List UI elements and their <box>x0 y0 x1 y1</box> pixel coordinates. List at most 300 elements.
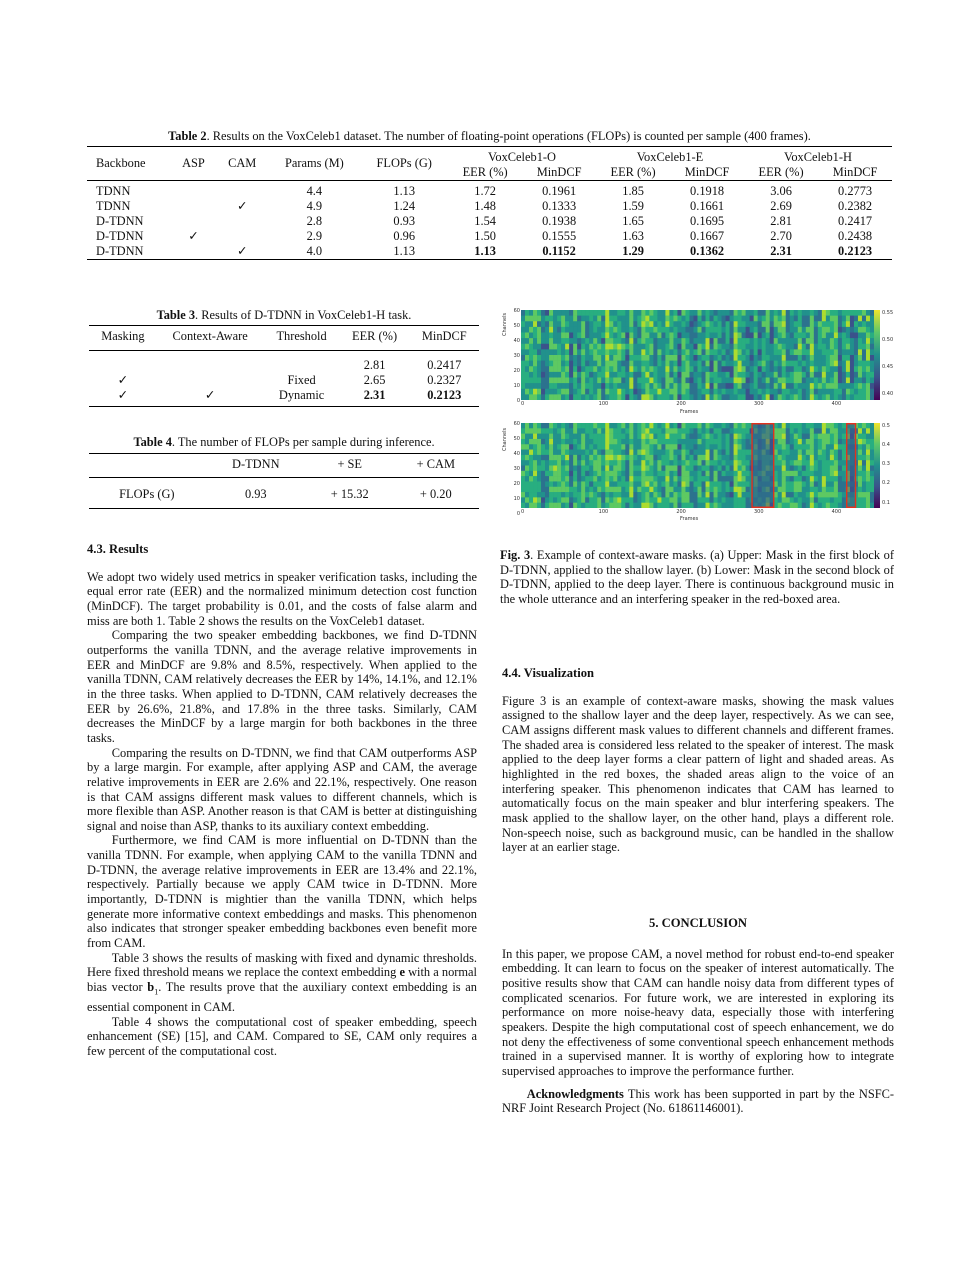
heatmap-cell <box>790 349 794 355</box>
heatmap-cell <box>714 492 718 498</box>
heatmap-cell <box>693 423 697 429</box>
heatmap-cell <box>778 423 782 429</box>
heatmap-cell <box>714 355 718 361</box>
heatmap-cell <box>842 481 846 487</box>
heatmap-cell <box>689 434 693 440</box>
heatmap-cell <box>657 466 661 472</box>
heatmap-cell <box>621 466 625 472</box>
heatmap-cell <box>818 434 822 440</box>
heatmap-cell <box>746 378 750 384</box>
heatmap-cell <box>854 327 858 333</box>
heatmap-cell <box>702 366 706 372</box>
table-row <box>87 214 892 229</box>
heatmap-cell <box>617 355 621 361</box>
heatmap-cell <box>702 487 706 493</box>
heatmap-cell <box>802 444 806 450</box>
heatmap-cell <box>814 316 818 322</box>
heatmap-cell <box>862 383 866 389</box>
heatmap-cell <box>742 316 746 322</box>
heatmap-cell <box>846 344 850 350</box>
heatmap-cell <box>866 344 870 350</box>
heatmap-cell <box>557 355 561 361</box>
heatmap-cell <box>738 471 742 477</box>
heatmap-cell <box>633 378 637 384</box>
heatmap-cell <box>834 466 838 472</box>
heatmap-cell <box>830 423 834 429</box>
heatmap-cell <box>838 423 842 429</box>
heatmap-cell <box>834 492 838 498</box>
heatmap-cell <box>802 450 806 456</box>
heatmap-cell <box>641 389 645 395</box>
heatmap-cell <box>693 428 697 434</box>
heatmap-cell <box>589 497 593 503</box>
heatmap-cell <box>613 466 617 472</box>
heatmap-cell <box>798 333 802 339</box>
heatmap-cell <box>609 316 613 322</box>
table-cell <box>216 229 268 244</box>
heatmap-cell <box>545 372 549 378</box>
heatmap-cell <box>822 492 826 498</box>
heatmap-cell <box>734 460 738 466</box>
heatmap-cell <box>601 460 605 466</box>
heatmap-cell <box>593 423 597 429</box>
heatmap-cell <box>742 366 746 372</box>
heatmap-cell <box>830 471 834 477</box>
heatmap-cell <box>561 344 565 350</box>
heatmap-cell <box>553 423 557 429</box>
heatmap-cell <box>645 476 649 482</box>
heatmap-cell <box>838 466 842 472</box>
heatmap-cell <box>722 310 726 316</box>
heatmap-cell <box>561 389 565 395</box>
heatmap-cell <box>677 434 681 440</box>
heatmap-cell <box>545 455 549 461</box>
heatmap-cell <box>802 321 806 327</box>
heatmap-cell <box>621 503 625 508</box>
heatmap-cell <box>665 355 669 361</box>
heatmap-cell <box>521 310 525 316</box>
heatmap-cell <box>601 444 605 450</box>
heatmap-cell <box>597 497 601 503</box>
heatmap-cell <box>714 394 718 400</box>
heatmap-cell <box>589 355 593 361</box>
heatmap-cell <box>685 455 689 461</box>
heatmap-cell <box>806 439 810 445</box>
heatmap-cell <box>854 372 858 378</box>
tick-label: 0 <box>521 509 525 515</box>
table-cell: 0.1938 <box>542 214 577 228</box>
upper-xlabel: Frames <box>680 409 699 415</box>
heatmap-cell <box>533 361 537 367</box>
heatmap-cell <box>677 321 681 327</box>
heatmap-cell <box>645 344 649 350</box>
heatmap-cell <box>738 444 742 450</box>
heatmap-cell <box>693 366 697 372</box>
heatmap-cell <box>714 434 718 440</box>
tick-label: 10 <box>513 496 520 502</box>
heatmap-cell <box>601 361 605 367</box>
heatmap-cell <box>866 349 870 355</box>
heatmap-cell <box>790 344 794 350</box>
heatmap-cell <box>710 503 714 508</box>
section-4-3-heading: 4.3. Results <box>87 542 149 556</box>
heatmap-cell <box>810 439 814 445</box>
heatmap-cell <box>597 327 601 333</box>
heatmap-cell <box>661 455 665 461</box>
heatmap-cell <box>834 310 838 316</box>
heatmap-cell <box>842 338 846 344</box>
heatmap-cell <box>601 389 605 395</box>
heatmap-cell <box>553 349 557 355</box>
heatmap-cell <box>593 372 597 378</box>
heatmap-cell <box>613 497 617 503</box>
heatmap-cell <box>533 383 537 389</box>
heatmap-cell <box>645 349 649 355</box>
heatmap-cell <box>786 349 790 355</box>
heatmap-cell <box>533 321 537 327</box>
heatmap-cell <box>585 338 589 344</box>
heatmap-cell <box>577 361 581 367</box>
heatmap-cell <box>581 355 585 361</box>
heatmap-cell <box>669 394 673 400</box>
heatmap-cell <box>866 338 870 344</box>
heatmap-cell <box>826 366 830 372</box>
heatmap-cell <box>710 455 714 461</box>
heatmap-cell <box>561 497 565 503</box>
heatmap-cell <box>525 487 529 493</box>
heatmap-cell <box>722 423 726 429</box>
heatmap-cell <box>617 444 621 450</box>
heatmap-cell <box>689 344 693 350</box>
heatmap-cell <box>738 349 742 355</box>
heatmap-cell <box>665 503 669 508</box>
heatmap-cell <box>525 492 529 498</box>
heatmap-cell <box>850 327 854 333</box>
heatmap-cell <box>858 476 862 482</box>
heatmap-cell <box>866 455 870 461</box>
heatmap-cell <box>862 423 866 429</box>
heatmap-cell <box>577 310 581 316</box>
heatmap-cell <box>762 372 766 378</box>
heatmap-cell <box>537 439 541 445</box>
heatmap-cell <box>589 481 593 487</box>
heatmap-cell <box>645 466 649 472</box>
heatmap-cell <box>573 355 577 361</box>
heatmap-cell <box>782 428 786 434</box>
heatmap-cell <box>698 487 702 493</box>
table-cell: D-TDNN <box>96 229 144 243</box>
heatmap-cell <box>589 366 593 372</box>
heatmap-cell <box>665 476 669 482</box>
heatmap-cell <box>850 321 854 327</box>
heatmap-cell <box>758 361 762 367</box>
heatmap-cell <box>657 321 661 327</box>
heatmap-cell <box>822 434 826 440</box>
heatmap-cell <box>826 503 830 508</box>
heatmap-cell <box>633 481 637 487</box>
heatmap-cell <box>762 394 766 400</box>
heatmap-cell <box>677 487 681 493</box>
heatmap-cell <box>822 361 826 367</box>
heatmap-cell <box>782 383 786 389</box>
heatmap-cell <box>581 481 585 487</box>
heatmap-cell <box>750 378 754 384</box>
heatmap-cell <box>629 439 633 445</box>
heatmap-cell <box>665 428 669 434</box>
heatmap-cell <box>866 389 870 395</box>
heatmap-cell <box>657 316 661 322</box>
heatmap-cell <box>593 476 597 482</box>
heatmap-cell <box>726 394 730 400</box>
heatmap-cell <box>597 492 601 498</box>
heatmap-cell <box>726 471 730 477</box>
heatmap-cell <box>605 321 609 327</box>
heatmap-cell <box>685 321 689 327</box>
heatmap-cell <box>830 316 834 322</box>
heatmap-cell <box>529 361 533 367</box>
heatmap-cell <box>665 487 669 493</box>
heatmap-cell <box>718 310 722 316</box>
heatmap-cell <box>734 423 738 429</box>
heatmap-cell <box>601 497 605 503</box>
heatmap-cell <box>613 439 617 445</box>
heatmap-cell <box>617 338 621 344</box>
heatmap-cell <box>846 383 850 389</box>
heatmap-cell <box>557 434 561 440</box>
heatmap-cell <box>726 338 730 344</box>
heatmap-cell <box>862 361 866 367</box>
heatmap-cell <box>581 378 585 384</box>
heatmap-cell <box>673 439 677 445</box>
heatmap-cell <box>734 389 738 395</box>
heatmap-cell <box>653 344 657 350</box>
heatmap-cell <box>722 316 726 322</box>
heatmap-cell <box>754 355 758 361</box>
heatmap-cell <box>802 466 806 472</box>
heatmap-cell <box>553 338 557 344</box>
heatmap-cell <box>826 444 830 450</box>
heatmap-cell <box>742 327 746 333</box>
heatmap-cell <box>557 310 561 316</box>
heatmap-cell <box>605 372 609 378</box>
heatmap-cell <box>653 466 657 472</box>
heatmap-cell <box>838 344 842 350</box>
heatmap-cell <box>609 361 613 367</box>
heatmap-cell <box>854 310 858 316</box>
heatmap-cell <box>798 428 802 434</box>
heatmap-cell <box>585 503 589 508</box>
heatmap-cell <box>786 327 790 333</box>
heatmap-cell <box>718 471 722 477</box>
heatmap-cell <box>681 471 685 477</box>
heatmap-cell <box>814 444 818 450</box>
heatmap-cell <box>629 361 633 367</box>
heatmap-cell <box>681 383 685 389</box>
heatmap-cell <box>573 423 577 429</box>
heatmap-cell <box>533 439 537 445</box>
heatmap-cell <box>862 389 866 395</box>
heatmap-cell <box>702 310 706 316</box>
heatmap-cell <box>537 455 541 461</box>
heatmap-cell <box>589 394 593 400</box>
heatmap-cell <box>589 503 593 508</box>
heatmap-cell <box>649 366 653 372</box>
heatmap-cell <box>850 378 854 384</box>
heatmap-cell <box>822 394 826 400</box>
heatmap-cell <box>633 344 637 350</box>
heatmap-cell <box>714 349 718 355</box>
heatmap-cell <box>726 316 730 322</box>
heatmap-cell <box>802 434 806 440</box>
heatmap-cell <box>822 497 826 503</box>
heatmap-cell <box>597 338 601 344</box>
heatmap-cell <box>810 503 814 508</box>
heatmap-cell <box>790 333 794 339</box>
heatmap-cell <box>549 310 553 316</box>
heatmap-cell <box>806 434 810 440</box>
heatmap-cell <box>778 366 782 372</box>
heatmap-cell <box>834 487 838 493</box>
heatmap-cell <box>738 492 742 498</box>
heatmap-cell <box>758 372 762 378</box>
heatmap-cell <box>758 321 762 327</box>
heatmap-cell <box>774 316 778 322</box>
heatmap-cell <box>529 366 533 372</box>
table2: Backbone ASP CAM Params (M) FLOPs (G) VoxCeleb1-O VoxCeleb1-E VoxCeleb1-H EER (%) MinDCF EER (%) MinDCF EER (%) MinDCF TDNN 4.4 1.13 1.72 0.1961 1.85 0.1918 3.06 0.2773 TDNN ✓ 4.9 1.24 1.48 0.1333 1.59 0.1661 2.69 0.2382 D-TDNN 2.8 0.93 1.54 0.1938 1.65 0.1695 2.81 0.2417 D-TDNN ✓ 2.9 0.96 1.50 0.1555 1.63 0.1667 2.70 0.2438 D-TDNN ✓ 4.0 1.13 1.13 0.1152 1.29 0.1362 2.31 0.2123 <box>87 146 892 260</box>
heatmap-cell <box>561 487 565 493</box>
heatmap-cell <box>750 327 754 333</box>
heatmap-cell <box>698 338 702 344</box>
heatmap-cell <box>790 460 794 466</box>
heatmap-cell <box>629 394 633 400</box>
heatmap-cell <box>585 372 589 378</box>
heatmap-cell <box>802 389 806 395</box>
heatmap-cell <box>766 389 770 395</box>
heatmap-cell <box>565 444 569 450</box>
heatmap-cell <box>766 333 770 339</box>
heatmap-cell <box>834 439 838 445</box>
heatmap-cell <box>698 349 702 355</box>
heatmap-cell <box>557 428 561 434</box>
heatmap-cell <box>742 372 746 378</box>
heatmap-cell <box>673 378 677 384</box>
heatmap-cell <box>641 434 645 440</box>
heatmap-cell <box>617 423 621 429</box>
table-cell: 1.13 <box>393 184 416 198</box>
table-row <box>87 244 892 260</box>
heatmap-cell <box>722 428 726 434</box>
heatmap-cell <box>854 383 858 389</box>
heatmap-cell <box>601 481 605 487</box>
heatmap-cell <box>585 327 589 333</box>
heatmap-cell <box>561 316 565 322</box>
heatmap-cell <box>786 355 790 361</box>
heatmap-cell <box>653 372 657 378</box>
heatmap-cell <box>790 394 794 400</box>
heatmap-cell <box>653 428 657 434</box>
heatmap-cell <box>842 344 846 350</box>
heatmap-cell <box>790 372 794 378</box>
heatmap-cell <box>718 316 722 322</box>
heatmap-cell <box>746 434 750 440</box>
heatmap-cell <box>718 389 722 395</box>
heatmap-cell <box>698 503 702 508</box>
heatmap-cell <box>738 321 742 327</box>
heatmap-cell <box>858 481 862 487</box>
heatmap-cell <box>673 450 677 456</box>
heatmap-cell <box>625 460 629 466</box>
table-cell <box>171 199 216 214</box>
heatmap-cell <box>689 471 693 477</box>
heatmap-cell <box>529 481 533 487</box>
heatmap-cell <box>702 333 706 339</box>
heatmap-cell <box>629 366 633 372</box>
heatmap-cell <box>565 471 569 477</box>
heatmap-cell <box>533 455 537 461</box>
upper-ylabel: Channels <box>502 312 508 336</box>
heatmap-cell <box>565 492 569 498</box>
heatmap-cell <box>585 455 589 461</box>
heatmap-cell <box>673 428 677 434</box>
heatmap-cell <box>545 389 549 395</box>
heatmap-cell <box>549 481 553 487</box>
heatmap-cell <box>762 321 766 327</box>
heatmap-cell <box>770 333 774 339</box>
heatmap-cell <box>633 389 637 395</box>
heatmap-cell <box>649 439 653 445</box>
heatmap-cell <box>850 310 854 316</box>
heatmap-cell <box>742 423 746 429</box>
heatmap-cell <box>858 344 862 350</box>
heatmap-cell <box>714 378 718 384</box>
heatmap-cell <box>734 366 738 372</box>
heatmap-cell <box>774 333 778 339</box>
heatmap-cell <box>573 492 577 498</box>
heatmap-cell <box>730 428 734 434</box>
heatmap-cell <box>802 338 806 344</box>
heatmap-cell <box>770 378 774 384</box>
heatmap-cell <box>521 450 525 456</box>
heatmap-cell <box>621 471 625 477</box>
heatmap-cell <box>774 361 778 367</box>
heatmap-cell <box>653 444 657 450</box>
heatmap-cell <box>782 372 786 378</box>
heatmap-cell <box>782 466 786 472</box>
table-cell: 2.31 <box>363 388 386 402</box>
heatmap-cell <box>561 492 565 498</box>
heatmap-cell <box>750 355 754 361</box>
heatmap-cell <box>525 481 529 487</box>
heatmap-cell <box>786 366 790 372</box>
heatmap-cell <box>866 316 870 322</box>
heatmap-cell <box>549 487 553 493</box>
heatmap-cell <box>702 497 706 503</box>
heatmap-cell <box>706 349 710 355</box>
heatmap-cell <box>730 460 734 466</box>
heatmap-cell <box>834 394 838 400</box>
heatmap-cell <box>661 444 665 450</box>
heatmap-cell <box>714 338 718 344</box>
heatmap-cell <box>541 327 545 333</box>
section-5-heading: 5. CONCLUSION <box>649 916 747 930</box>
heatmap-cell <box>541 316 545 322</box>
heatmap-cell <box>834 503 838 508</box>
heatmap-cell <box>710 310 714 316</box>
heatmap-cell <box>649 327 653 333</box>
heatmap-cell <box>673 372 677 378</box>
heatmap-cell <box>814 487 818 493</box>
heatmap-cell <box>657 450 661 456</box>
